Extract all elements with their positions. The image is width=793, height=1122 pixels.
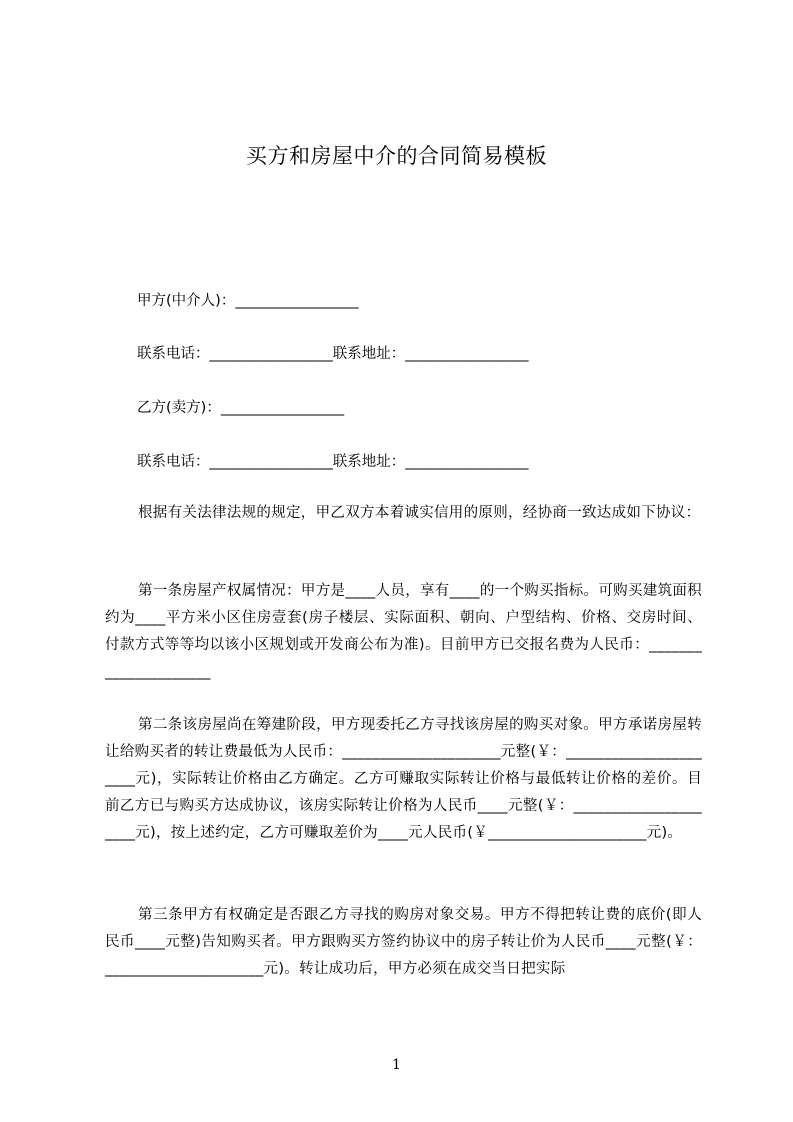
- article-1-paragraph: 第一条房屋产权属情况：甲方是____人员，享有____的一个购买指标。可购买建筑面积约为____平方米小区住房壹套(房子楼层、实际面积、朝向、户型结构、价格、交房时间、付款方式等等均以该小区规划或开发商公布为准)。目前甲方已交报名费为人民币：_____________________: [105, 583, 702, 680]
- party-b-contact-line: 联系电话：_________________联系地址：_________________: [137, 454, 529, 470]
- party-a-line: 甲方(中介人)：_________________: [137, 293, 359, 309]
- party-b-line: 乙方(卖方)：_________________: [137, 400, 345, 416]
- page-number: 1: [392, 1057, 401, 1073]
- intro-paragraph: 根据有关法律法规的规定，甲乙双方本着诚实信用的原则，经协商一致达成如下协议：: [138, 505, 701, 521]
- party-a-contact-line: 联系电话：_________________联系地址：_________________: [137, 346, 529, 362]
- article-2-paragraph: 第二条该房屋尚在筹建阶段，甲方现委托乙方寻找该房屋的购买对象。甲方承诺房屋转让给购买者的转让费最低为人民币：_____________________元整(￥：______________________元)，实际转让价格由乙方确定。乙方可赚取实际转让价格与最低转让价格的差价。目前乙方已与购买方达成协议，该房实际转让价格为人民币____元整(￥：_____________________元)，按上述约定，乙方可赚取差价为____元人民币(￥_____________________元)。: [105, 717, 702, 841]
- article-3-paragraph: 第三条甲方有权确定是否跟乙方寻找的购房对象交易。甲方不得把转让费的底价(即人民币____元整)告知购买者。甲方跟购买方签约协议中的房子转让价为人民币____元整(￥：_____________________元)。转让成功后，甲方必须在成交当日把实际: [105, 907, 702, 977]
- document-title: 买方和房屋中介的合同简易模板: [246, 144, 547, 168]
